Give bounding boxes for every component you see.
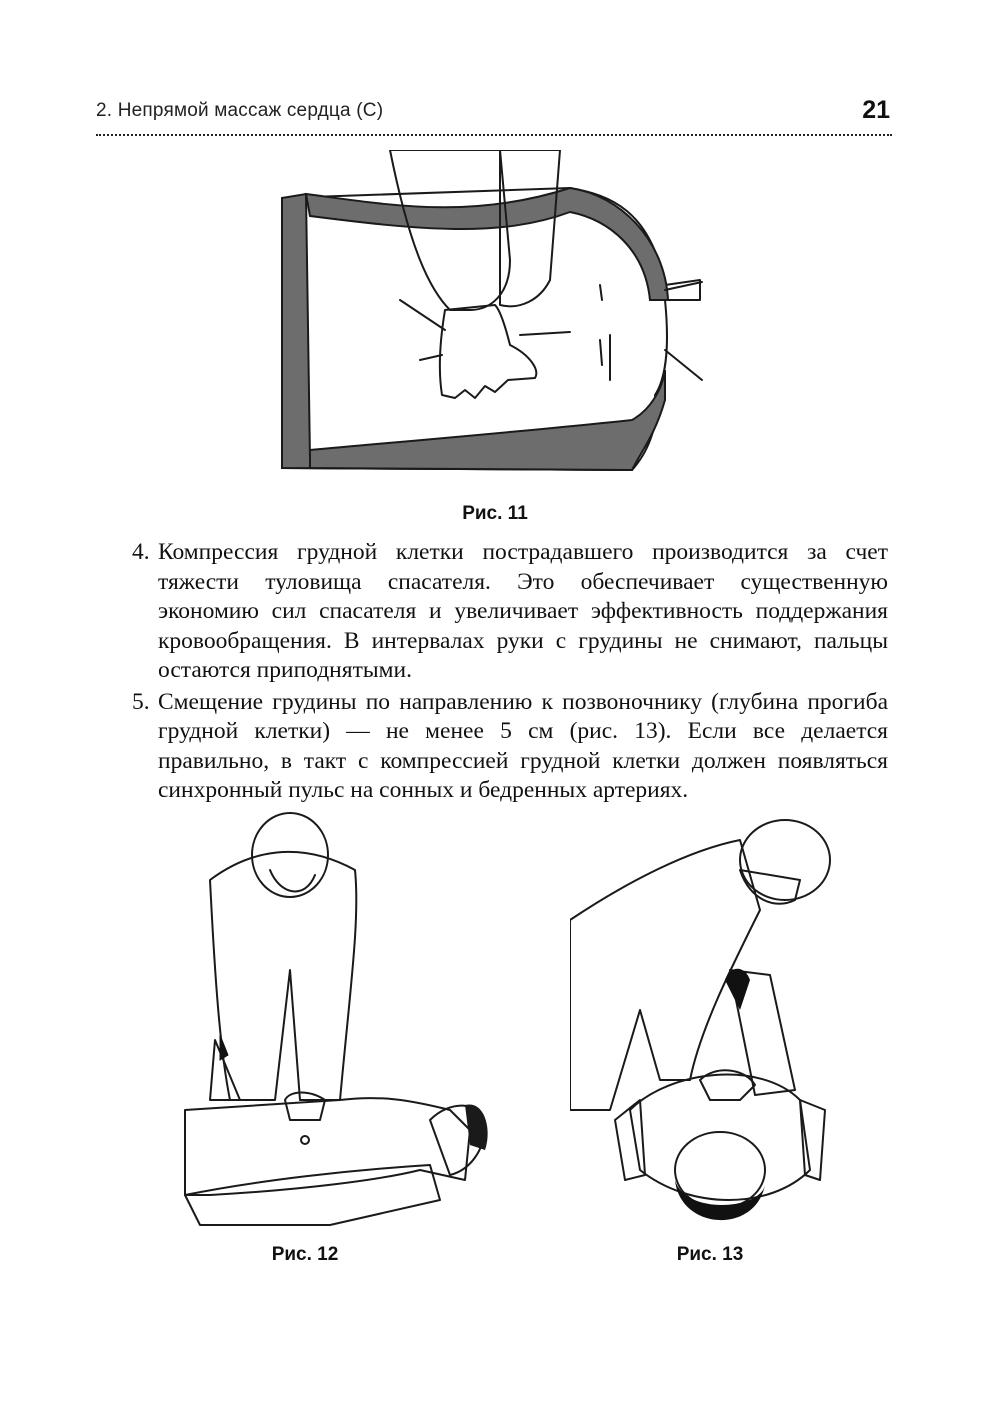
figure-13-caption: Рис. 13 bbox=[676, 1244, 744, 1265]
rescuer-compression-top-view-illustration bbox=[570, 810, 840, 1240]
rescuer-kneeling-side-view-illustration bbox=[180, 800, 490, 1240]
figure-12-caption: Рис. 12 bbox=[271, 1244, 339, 1265]
figure-12 bbox=[180, 800, 490, 1240]
figure-11 bbox=[270, 150, 720, 490]
running-header bbox=[96, 94, 892, 136]
figure-13 bbox=[570, 810, 840, 1240]
page-number: 21 bbox=[862, 96, 890, 124]
figure-11-caption: Рис. 11 bbox=[462, 503, 528, 524]
hands-on-chest-illustration bbox=[270, 150, 720, 490]
list-item-text: Компрессия грудной клетки пострадавшего производится за счет тяжести туловища спасателя. Это обеспечивает существенную экономию сил спасателя и увеличивает эффективность поддержания кровообращения. В интервалах руки с грудины не снимают, пальцы остаются приподнятыми. bbox=[158, 539, 888, 683]
list-item-number: 4. bbox=[132, 539, 150, 565]
instruction-list bbox=[132, 538, 888, 808]
list-item-number: 5. bbox=[132, 688, 150, 715]
section-title: 2. Непрямой массаж сердца (С) bbox=[96, 100, 384, 121]
list-item bbox=[132, 538, 888, 686]
list-item-text: Смещение грудины по направлению к позвоночнику (глубина прогиба грудной клетки) — не менее 5 см (рис. 13). Если все делается правильно, в такт с компрессией грудной клетки должен появляться синхронный пульс на сонных и бедренных артериях. bbox=[158, 688, 888, 803]
list-item bbox=[132, 688, 888, 806]
